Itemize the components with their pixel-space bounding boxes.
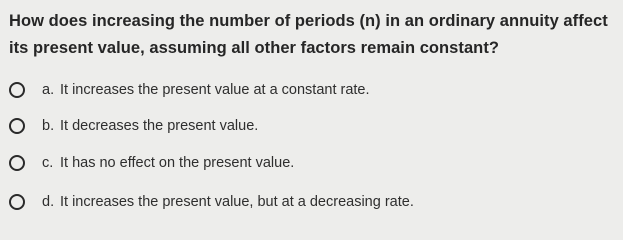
- option-letter-d: d.: [42, 194, 55, 210]
- radio-button-c[interactable]: [9, 155, 25, 171]
- question-text: How does increasing the number of periods (n) in an ordinary annuity affect its present value, assuming all other factors remain constant?: [9, 12, 608, 57]
- answer-option-c[interactable]: [9, 151, 294, 175]
- option-letter-c: c.: [42, 155, 54, 171]
- radio-button-b[interactable]: [9, 118, 25, 134]
- option-letter-a: a.: [42, 82, 55, 98]
- option-text-b[interactable]: It decreases the present value.: [60, 118, 259, 134]
- answer-option-b[interactable]: [9, 114, 258, 138]
- answer-option-d[interactable]: [9, 190, 414, 214]
- answer-option-a[interactable]: [9, 78, 370, 102]
- option-letter-b: b.: [42, 118, 55, 134]
- option-text-d[interactable]: It increases the present value, but at a decreasing rate.: [60, 194, 414, 210]
- option-text-c[interactable]: It has no effect on the present value.: [60, 155, 295, 171]
- radio-button-d[interactable]: [9, 194, 25, 210]
- option-text-a[interactable]: It increases the present value at a constant rate.: [60, 82, 370, 98]
- radio-button-a[interactable]: [9, 82, 25, 98]
